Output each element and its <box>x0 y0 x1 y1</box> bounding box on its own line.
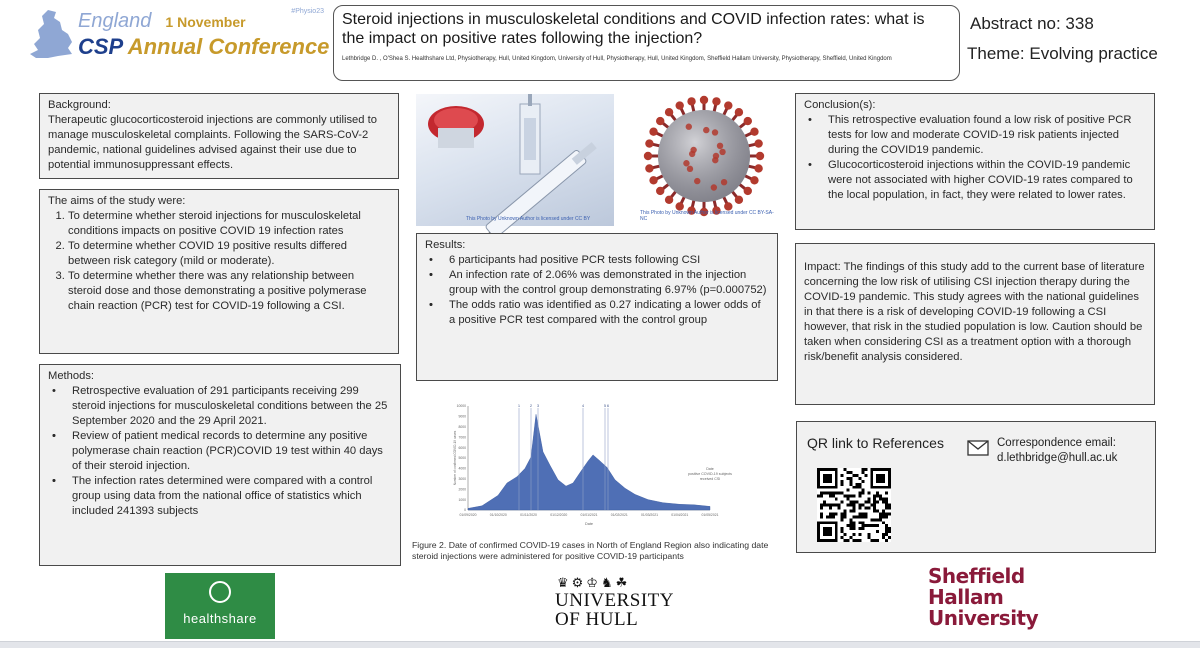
aims-list <box>68 209 390 314</box>
x-tick-label: 01/02/2021 <box>610 513 628 517</box>
logo-annual-conference: Annual Conference <box>127 34 330 59</box>
title-box <box>333 5 960 81</box>
correspondence <box>997 436 1117 466</box>
hull-crest-icon: ♛⚙♔♞☘ <box>557 575 631 590</box>
list-item: • Retrospective evaluation of 291 participants receiving 299 steroid injections for musculoskeletal conditions between the 25 September 2020 and the 29 April 2021. <box>62 384 392 429</box>
injection-marker-label: 1 <box>517 403 521 408</box>
section-heading: Results: <box>425 239 466 251</box>
x-tick-label: 01/12/2020 <box>550 513 568 517</box>
injection-marker-label: 4 <box>581 403 585 408</box>
cases-area-series <box>468 414 710 510</box>
y-tick-label: 2000 <box>458 487 466 492</box>
hull-name-line-2: OF HULL <box>555 609 639 630</box>
y-tick-label: 3000 <box>458 477 466 481</box>
background-section <box>39 93 399 179</box>
logo-england: England <box>78 10 152 32</box>
theme-label: Theme: Evolving practice <box>967 44 1158 63</box>
healthshare-name: healthshare <box>183 611 257 626</box>
y-tick-label: 8000 <box>458 425 466 429</box>
sheffield-hallam-logo <box>928 566 1038 629</box>
y-tick-label: 1000 <box>458 497 466 502</box>
background-text: Therapeutic glucocorticosteroid injections are commonly utilised to manage musculoskeletal complaints. Following the SARS-CoV-2 pandemic, national guidelines advised against their use due to potential immunosuppressant effects. <box>48 114 377 171</box>
section-heading: The aims of the study were: <box>48 195 186 207</box>
y-tick-label: 6000 <box>458 445 466 450</box>
healthshare-logo <box>165 573 275 639</box>
section-heading: Methods: <box>48 370 95 382</box>
poster-title: Steroid injections in musculoskeletal conditions and COVID infection rates: what is the impact on positive rates following the injection? <box>342 11 925 47</box>
list-item: • This retrospective evaluation found a low risk of positive PCR tests for low and moderate COVID-19 risk patients injected during the COVID19 pandemic. <box>818 113 1146 158</box>
coronavirus-illustration <box>630 94 778 226</box>
conclusion-list <box>818 113 1146 203</box>
correspondence-label: Correspondence email: <box>997 437 1116 449</box>
section-heading: Conclusion(s): <box>804 99 876 111</box>
healthshare-emblem-icon <box>209 581 231 603</box>
chart-annotation: Date <box>706 467 714 471</box>
page-bottom-edge <box>0 641 1200 648</box>
qr-code[interactable] <box>817 468 891 542</box>
england-map-icon <box>28 8 74 60</box>
syringe-illustration <box>416 94 614 226</box>
x-tick-label: 01/03/2021 <box>641 513 658 517</box>
abstract-number: Abstract no: 338 <box>970 14 1094 33</box>
figure-caption: Figure 2. Date of confirmed COVID-19 cases in North of England Region also indicating date steroid injections were administered for positive COVID-19 participants <box>412 540 769 561</box>
chart-annotation: positive COVID-19 subjects <box>688 472 732 476</box>
y-tick-label: 10000 <box>456 404 466 409</box>
x-tick-label: 01/10/2020 <box>489 513 507 517</box>
virus-image-caption: This Photo by Unknown Author is licensed under CC BY-SA-NC <box>640 210 774 222</box>
x-tick-label: 01/01/2021 <box>580 513 598 517</box>
coronavirus-image <box>630 94 778 226</box>
impact-text: Impact: The findings of this study add to the current base of literature concerning the low risk of utilising CSI injection therapy during the COVID-19 pandemic. This study agrees with the national guidelines in that there is a risk of developing COVID-19 following a CSI however, that risk in the studied population is low. Caution should be taken when considering CSI as a treatment option with a thorough risk/benefit analysis considered. <box>804 261 1145 363</box>
list-item: • The infection rates determined were compared with a control group using data from the national office of statistics which included 241393 subjects <box>62 474 392 519</box>
methods-list <box>62 384 392 519</box>
section-heading: Background: <box>48 99 111 111</box>
logo-line-1 <box>78 10 246 33</box>
list-item: • An infection rate of 2.06% was demonstrated in the injection group with the control group demonstrating 6.97% (p=0.000752) <box>439 268 769 298</box>
y-tick-label: 7000 <box>458 435 466 440</box>
y-tick-label: 9000 <box>458 414 466 419</box>
y-axis-label: Number of confirmed COVID-19 cases <box>453 430 457 486</box>
list-item: 3. To determine whether there was any relationship between steroid dose and those demonstrating a positive polymerase chain reaction (PCR) test for COVID-19 following a CSI. <box>68 269 390 314</box>
qr-label: QR link to References <box>807 435 944 451</box>
methods-section <box>39 364 401 566</box>
shu-line-3: University <box>928 606 1039 630</box>
logo-line-2 <box>78 34 329 60</box>
chart-annotation: received CSI <box>699 477 721 481</box>
x-tick-label: 01/05/2021 <box>701 513 719 517</box>
y-tick-label: 0 <box>464 508 466 513</box>
list-item: 2. To determine whether COVID 19 positive results differed between risk category (mild or moderate). <box>68 239 390 269</box>
logo-date: 1 November <box>165 14 246 30</box>
results-section <box>416 233 778 381</box>
results-list <box>439 253 769 328</box>
list-item: • Review of patient medical records to determine any positive polymerase chain reaction (PCR)COVID 19 test within 40 days of their steroid injection. <box>62 429 392 474</box>
logo-csp: CSP <box>78 34 123 59</box>
x-tick-label: 01/11/2020 <box>520 513 537 517</box>
conclusion-section <box>795 93 1155 230</box>
references-box <box>796 421 1156 553</box>
list-item: 1. To determine whether steroid injections for musculoskeletal conditions impacts on positive COVID 19 infection rates <box>68 209 390 239</box>
correspondence-email[interactable]: d.lethbridge@hull.ac.uk <box>997 452 1118 464</box>
list-item: • 6 participants had positive PCR tests following CSI <box>439 253 769 268</box>
university-of-hull-logo <box>555 575 685 637</box>
injection-marker-label: 6 <box>606 403 610 408</box>
y-tick-label: 4000 <box>458 466 466 471</box>
x-axis-label: Date <box>584 522 594 526</box>
aims-section <box>39 189 399 354</box>
impact-section <box>795 243 1155 405</box>
shu-line-2: Hallam <box>928 585 1004 609</box>
syringe-image-caption: This Photo by Unknown Author is licensed under CC BY <box>466 216 591 222</box>
author-affiliations: Lethbridge D. , O'Shea S. Healthshare Ltd, Physiotherapy, Hull, United Kingdom, University of Hull, Physiotherapy, Hull, United Kingdom, Sheffield Hallam University, Physiotherapy, Sheffield, United Kingdom <box>342 56 892 62</box>
injection-marker-label: 2 <box>529 403 533 408</box>
injection-marker-label: 3 <box>536 403 540 408</box>
logo-hashtag: #Physio23 <box>291 8 324 15</box>
injection-marker-label: 5 <box>603 403 607 408</box>
x-tick-label: 01/04/2021 <box>671 513 689 517</box>
syringe-image <box>416 94 614 226</box>
conference-logo <box>28 6 328 62</box>
shu-line-1: Sheffield <box>928 564 1025 588</box>
hull-name-line-1: UNIVERSITY <box>555 590 674 611</box>
list-item: • The odds ratio was identified as 0.27 indicating a lower odds of a positive PCR test compared with the control group <box>439 298 769 328</box>
x-tick-label: 01/09/2020 <box>459 513 477 517</box>
covid-cases-chart <box>452 398 732 534</box>
envelope-icon <box>967 440 989 456</box>
y-tick-label: 5000 <box>458 456 466 461</box>
list-item: • Glucocorticosteroid injections within the COVID-19 pandemic were not associated with higher COVID-19 rates compared to the local population, in fact, they were related to lower rates. <box>818 158 1146 203</box>
